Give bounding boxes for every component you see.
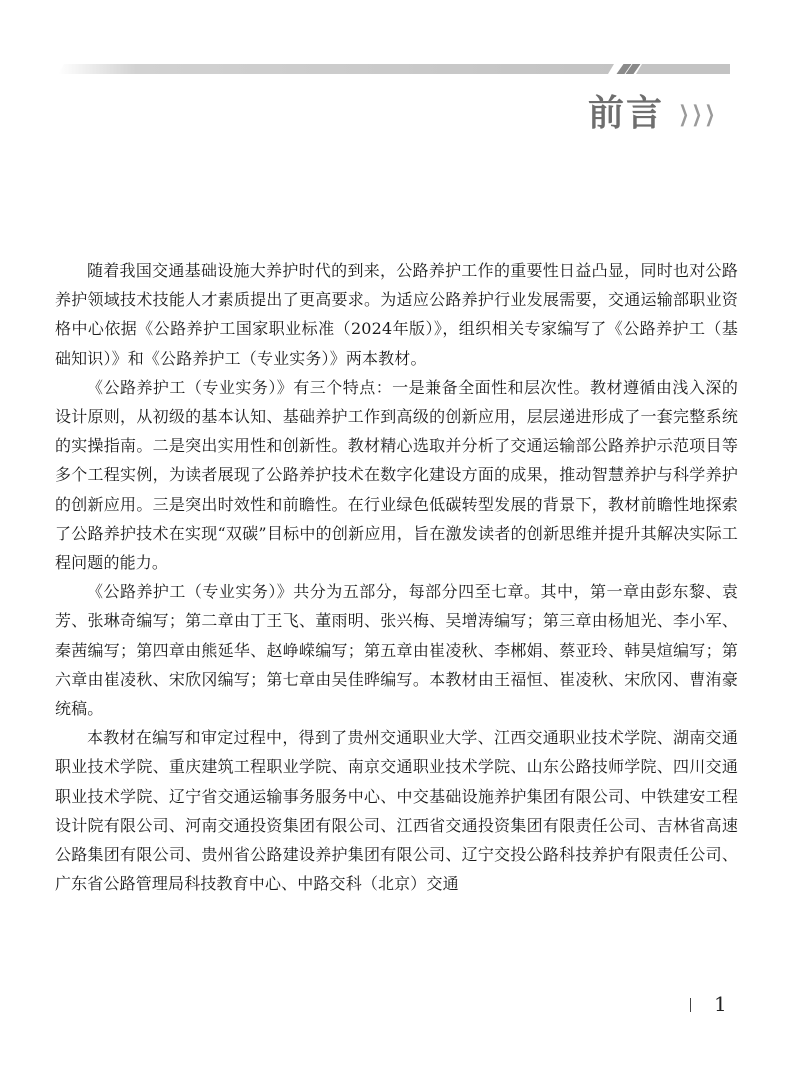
preface-body: [55, 256, 738, 898]
paragraph-3: 《公路养护工（专业实务）》共分为五部分，每部分四至七章。其中，第一章由彭东黎、袁芳、张琳奇编写；第二章由丁王飞、董雨明、张兴梅、吴增涛编写；第三章由杨旭光、李小军、秦茜编写；第四章由熊延华、赵峥嵘编写；第五章由崔凌秋、李郴娟、蔡亚玲、韩昊煊编写；第六章由崔凌秋、宋欣冈编写；第七章由吴佳晔编写。本教材由王福恒、崔凌秋、宋欣冈、曹洧豪统稿。: [55, 582, 738, 719]
paragraph-4: 本教材在编写和审定过程中，得到了贵州交通职业大学、江西交通职业技术学院、湖南交通职业技术学院、重庆建筑工程职业学院、南京交通职业技术学院、山东公路技师学院、四川交通职业技术学院、辽宁省交通运输事务服务中心、中交基础设施养护集团有限公司、中铁建安工程设计院有限公司、河南交通投资集团有限公司、江西省交通投资集团有限责任公司、吉林省高速公路集团有限公司、贵州省公路建设养护集团有限公司、辽宁交投公路科技养护有限责任公司、广东省公路管理局科技教育中心、中路交科（北京）交通: [55, 728, 738, 894]
footer-separator: [690, 998, 691, 1012]
paragraph-1: 随着我国交通基础设施大养护时代的到来，公路养护工作的重要性日益凸显，同时也对公路养护领域技术技能人才素质提出了更高要求。为适应公路养护行业发展需要，交通运输部职业资格中心依据《公路养护工国家职业标准（2024年版）》，组织相关专家编写了《公路养护工（基础知识）》和《公路养护工（专业实务）》两本教材。: [55, 261, 738, 368]
chevron-right-icon: ❯ ❯ ❯: [678, 101, 715, 127]
page-title: 前言: [587, 92, 664, 134]
page-number: 1: [714, 992, 727, 1016]
header-decoration-bar: [58, 64, 730, 74]
header-bar-right: [636, 64, 730, 74]
title-row: [588, 88, 714, 132]
paragraph-2: 《公路养护工（专业实务）》有三个特点：一是兼备全面性和层次性。教材遵循由浅入深的设计原则，从初级的基本认知、基础养护工作到高级的创新应用，层层递进形成了一套完整系统的实操指南。二是突出实用性和创新性。教材精心选取并分析了交通运输部公路养护示范项目等多个工程实例，为读者展现了公路养护技术在数字化建设方面的成果，推动智慧养护与科学养护的创新应用。三是突出时效性和前瞻性。在行业绿色低碳转型发展的背景下，教材前瞻性地探索了公路养护技术在实现“双碳”目标中的创新应用，旨在激发读者的创新思维并提升其解决实际工程问题的能力。: [55, 377, 738, 573]
header-bar-left: [58, 64, 614, 74]
